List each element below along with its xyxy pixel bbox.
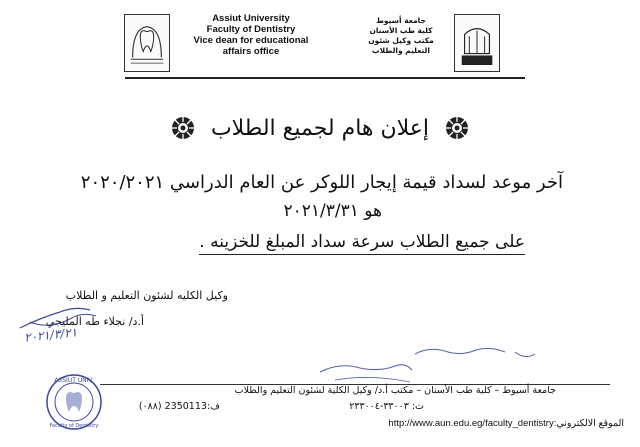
handwritten-date: ٢٠٢١/٣/٢١ xyxy=(23,325,78,345)
university-logo xyxy=(454,14,500,72)
title-row xyxy=(150,108,490,148)
university-emblem-icon xyxy=(455,15,499,71)
header-ar-line: مكتب وكيل شئون xyxy=(368,36,434,45)
announcement-line-2: هو ٢٠٢١/٣/٣١ xyxy=(283,201,382,221)
header-english xyxy=(176,13,326,57)
announcement-title: إعلان هام لجميع الطلاب xyxy=(210,115,430,141)
signature-stroke xyxy=(515,352,535,357)
footer-website: http://www.aun.edu.eg/faculty_dentistry:الموقع الالكتروني xyxy=(388,418,624,429)
seal-text: Faculty of Dentistry xyxy=(49,423,99,429)
seal-text: ASSIUT UNIV. xyxy=(54,377,94,384)
flower-ornament-icon xyxy=(445,116,469,140)
header-ar-line: كلية طب الأسنان xyxy=(369,26,433,35)
signature-title: وكيل الكليه لشئون التعليم و الطلاب xyxy=(65,289,228,302)
header-divider xyxy=(125,77,525,79)
header-ar-line: جامعة أسيوط xyxy=(376,16,426,25)
header-en-line: Faculty of Dentistry xyxy=(206,24,296,35)
header-en-line: affairs office xyxy=(222,46,280,57)
announcement-line-1: آخر موعد لسداد قيمة إيجار اللوكر عن العام الدراسي ٢٠٢٠/٢٠٢١ xyxy=(80,172,563,193)
announcement-line-3 xyxy=(199,232,525,252)
faculty-seal-icon xyxy=(44,372,104,432)
footer-fax: ف:2350113 (٠٨٨) xyxy=(138,401,220,412)
header-ar-line: التعليم والطلاب xyxy=(372,46,430,55)
header-en-line: Vice dean for educational xyxy=(193,35,309,46)
footer-address: جامعة أسيوط – كلية طب الأسنان – مكتب أ.د/ وكيل الكلية لشئون التعليم والطلاب xyxy=(234,385,556,396)
faculty-logo xyxy=(124,14,170,72)
footer-phone: ت: ٣٣٠٠٣-٢٣٣٠٠٤ xyxy=(349,401,424,412)
header-arabic xyxy=(356,16,446,56)
signature-stroke xyxy=(320,365,412,372)
flower-ornament-icon xyxy=(171,116,195,140)
header-en-line: Assiut University xyxy=(212,13,290,24)
signature-name: أ.د/ نجلاء طه المليجي xyxy=(45,315,144,328)
signature-stroke xyxy=(335,377,410,382)
signature-stroke xyxy=(415,348,505,354)
announcement-line-3-text: على جميع الطلاب سرعة سداد المبلغ للخزينه . xyxy=(199,232,525,255)
tooth-emblem-icon xyxy=(125,15,169,71)
